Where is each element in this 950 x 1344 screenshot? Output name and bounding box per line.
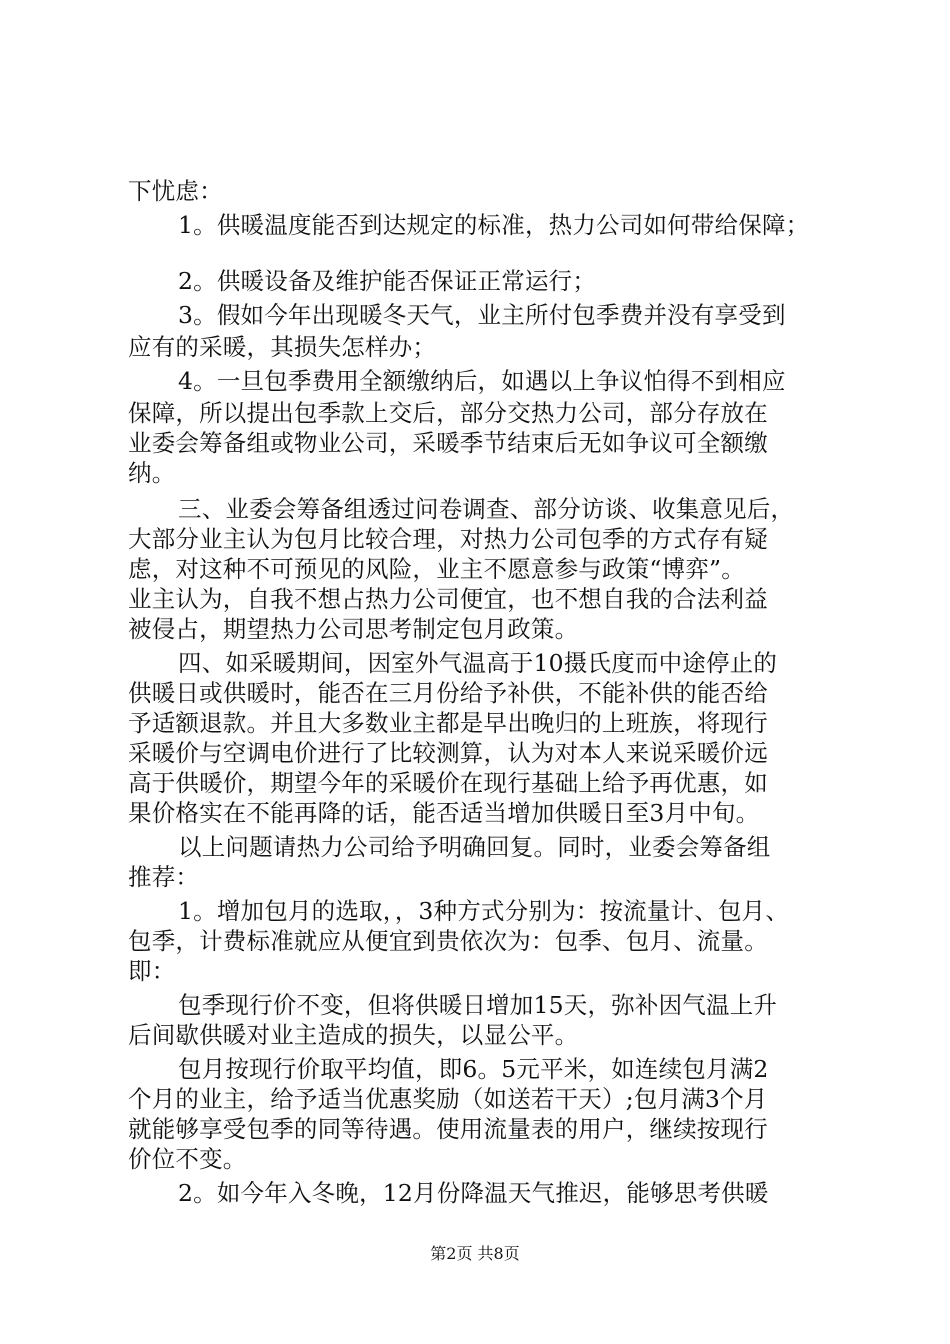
text-line: 包月按现行价取平均值，即6。5元平米，如连续包月满2 xyxy=(178,1055,769,1083)
text-line: 下忧虑： xyxy=(128,177,223,205)
text-line: 后间歇供暖对业主造成的损失，以显公平。 xyxy=(128,1021,579,1049)
text-line: 业主认为，自我不想占热力公司便宜，也不想自我的合法利益 xyxy=(128,585,768,613)
text-line: 三、业委会筹备组透过问卷调查、部分访谈、收集意见后， xyxy=(178,495,795,523)
text-line: 包季现行价不变，但将供暖日增加15天，弥补因气温上升 xyxy=(178,991,778,1019)
text-line: 应有的采暖，其损失怎样办； xyxy=(128,333,437,361)
text-line: 个月的业主，给予适当优惠奖励（如送若干天）;包月满3个月 xyxy=(128,1085,768,1113)
text-line: 1。增加包月的选取，，3种方式分别为：按流量计、包月、 xyxy=(178,897,790,925)
text-line: 4。一旦包季费用全额缴纳后，如遇以上争议怕得不到相应 xyxy=(178,367,786,395)
page-number: 第2页 共8页 xyxy=(430,1244,520,1263)
text-line: 采暖价与空调电价进行了比较测算，认为对本人来说采暖价远 xyxy=(128,739,768,767)
text-line: 大部分业主认为包月比较合理，对热力公司包季的方式存有疑 xyxy=(128,525,768,553)
text-line: 推荐： xyxy=(128,863,200,891)
text-line: 高于供暖价，期望今年的采暖价在现行基础上给予再优惠，如 xyxy=(128,769,768,797)
text-line: 即： xyxy=(128,957,176,985)
text-line: 被侵占，期望热力公司思考制定包月政策。 xyxy=(128,615,579,643)
text-line: 纳。 xyxy=(128,459,176,487)
text-line: 予适额退款。并且大多数业主都是早出晚归的上班族，将现行 xyxy=(128,709,768,737)
text-line: 就能够享受包季的同等待遇。使用流量表的用户，继续按现行 xyxy=(128,1115,768,1143)
text-line: 保障，所以提出包季款上交后，部分交热力公司，部分存放在 xyxy=(128,399,768,427)
text-line: 虑，对这种不可预见的风险，业主不愿意参与政策“博弈”。 xyxy=(128,555,745,583)
text-line: 供暖日或供暖时，能否在三月份给予补供，不能补供的能否给 xyxy=(128,679,768,707)
text-line: 业委会筹备组或物业公司，采暖季节结束后无如争议可全额缴 xyxy=(128,429,768,457)
text-line: 以上问题请热力公司给予明确回复。同时，业委会筹备组 xyxy=(178,833,771,861)
text-line: 2。供暖设备及维护能否保证正常运行； xyxy=(178,267,597,295)
text-line: 1。供暖温度能否到达规定的标准，热力公司如何带给保障； xyxy=(178,211,810,239)
text-line: 四、如采暖期间，因室外气温高于10摄氏度而中途停止的 xyxy=(178,649,778,677)
text-line: 包季，计费标准就应从便宜到贵依次为：包季、包月、流量。 xyxy=(128,927,768,955)
text-line: 2。如今年入冬晚，12月份降温天气推迟，能够思考供暖 xyxy=(178,1179,769,1207)
text-line: 果价格实在不能再降的话，能否适当增加供暖日至3月中旬。 xyxy=(128,799,760,827)
text-line: 3。假如今年出现暖冬天气，业主所付包季费并没有享受到 xyxy=(178,301,786,329)
text-line: 价位不变。 xyxy=(128,1145,247,1173)
